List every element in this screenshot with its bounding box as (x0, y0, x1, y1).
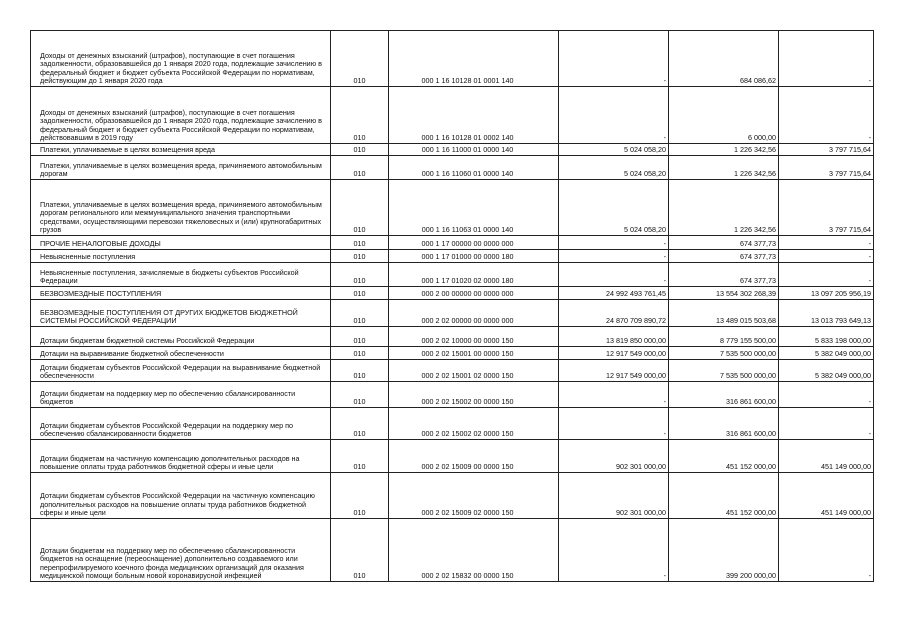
row-income-code: 000 2 02 15001 00 0000 150 (389, 347, 559, 360)
row-name: Невыясненные поступления (31, 250, 331, 263)
row-unexecuted: 3 797 715,64 (779, 144, 874, 156)
row-line-code: 010 (331, 440, 389, 473)
row-line-code: 010 (331, 236, 389, 250)
row-unexecuted: - (779, 408, 874, 440)
row-approved: 5 024 058,20 (559, 180, 669, 236)
row-executed: 674 377,73 (669, 236, 779, 250)
row-line-code: 010 (331, 360, 389, 382)
table-row (31, 360, 874, 382)
row-name: Дотации на выравнивание бюджетной обеспеченности (31, 347, 331, 360)
table-row (31, 144, 874, 156)
table-row (31, 519, 874, 582)
row-unexecuted: 3 797 715,64 (779, 180, 874, 236)
row-line-code: 010 (331, 473, 389, 519)
row-executed: 451 152 000,00 (669, 473, 779, 519)
row-name: БЕЗВОЗМЕЗДНЫЕ ПОСТУПЛЕНИЯ ОТ ДРУГИХ БЮДЖЕТОВ БЮДЖЕТНОЙ СИСТЕМЫ РОССИЙСКОЙ ФЕДЕРАЦИИ (31, 300, 331, 327)
row-approved: 5 024 058,20 (559, 156, 669, 180)
row-name: Доходы от денежных взысканий (штрафов), поступающие в счет погашения задолженности, образовавшейся до 1 января 2020 года, подлежащие зачислению в федеральный бюджет и бюджет субъекта Российской Федерации по нормативам, действовавшим в 2019 году (31, 87, 331, 144)
row-line-code: 010 (331, 31, 389, 87)
row-name: Невыясненные поступления, зачисляемые в бюджеты субъектов Российской Федерации (31, 263, 331, 287)
row-line-code: 010 (331, 287, 389, 300)
row-approved: - (559, 31, 669, 87)
row-line-code: 010 (331, 300, 389, 327)
row-name: Дотации бюджетам на поддержку мер по обеспечению сбалансированности бюджетов на оснащение (переоснащение) дополнительно создаваемого или перепрофилируемого коечного фонда медицинских организаций для оказания медицинской помощи больным новой коронавирусной инфекцией (31, 519, 331, 582)
row-unexecuted: 451 149 000,00 (779, 473, 874, 519)
row-name: ПРОЧИЕ НЕНАЛОГОВЫЕ ДОХОДЫ (31, 236, 331, 250)
row-income-code: 000 2 02 15002 02 0000 150 (389, 408, 559, 440)
row-income-code: 000 2 02 15001 02 0000 150 (389, 360, 559, 382)
row-line-code: 010 (331, 519, 389, 582)
row-executed: 674 377,73 (669, 250, 779, 263)
row-executed: 316 861 600,00 (669, 382, 779, 408)
table-body (31, 31, 874, 582)
row-unexecuted: 451 149 000,00 (779, 440, 874, 473)
table-row (31, 347, 874, 360)
budget-execution-table (30, 30, 874, 582)
table-row (31, 440, 874, 473)
row-name: Дотации бюджетам субъектов Российской Федерации на поддержку мер по обеспечению сбалансированности бюджетов (31, 408, 331, 440)
row-name: Дотации бюджетам субъектов Российской Федерации на частичную компенсацию дополнительных расходов на повышение оплаты труда работников бюджетной сферы и иные цели (31, 473, 331, 519)
row-executed: 7 535 500 000,00 (669, 347, 779, 360)
table-row (31, 87, 874, 144)
row-name: Платежи, уплачиваемые в целях возмещения вреда, причиняемого автомобильным дорогам регионального или межмуниципального значения транспортными средствами, осуществляющими перевозки тяжеловесных и (или) крупногабаритных грузов (31, 180, 331, 236)
row-unexecuted: - (779, 519, 874, 582)
table-row (31, 300, 874, 327)
row-unexecuted: 13 097 205 956,19 (779, 287, 874, 300)
row-approved: - (559, 236, 669, 250)
row-executed: 13 489 015 503,68 (669, 300, 779, 327)
row-unexecuted: 5 382 049 000,00 (779, 347, 874, 360)
row-approved: 902 301 000,00 (559, 440, 669, 473)
row-unexecuted: 13 013 793 649,13 (779, 300, 874, 327)
row-approved: - (559, 263, 669, 287)
row-income-code: 000 1 16 11000 01 0000 140 (389, 144, 559, 156)
table-row (31, 180, 874, 236)
row-unexecuted: 3 797 715,64 (779, 156, 874, 180)
row-approved: 24 870 709 890,72 (559, 300, 669, 327)
table-row (31, 156, 874, 180)
row-executed: 451 152 000,00 (669, 440, 779, 473)
row-name: Платежи, уплачиваемые в целях возмещения вреда, причиняемого автомобильным дорогам (31, 156, 331, 180)
row-name: БЕЗВОЗМЕЗДНЫЕ ПОСТУПЛЕНИЯ (31, 287, 331, 300)
table-row (31, 473, 874, 519)
row-line-code: 010 (331, 250, 389, 263)
row-line-code: 010 (331, 408, 389, 440)
row-income-code: 000 1 16 10128 01 0002 140 (389, 87, 559, 144)
row-unexecuted: - (779, 250, 874, 263)
row-executed: 6 000,00 (669, 87, 779, 144)
table-row (31, 287, 874, 300)
row-income-code: 000 1 17 01000 00 0000 180 (389, 250, 559, 263)
table-row (31, 382, 874, 408)
row-approved: 24 992 493 761,45 (559, 287, 669, 300)
row-line-code: 010 (331, 180, 389, 236)
row-income-code: 000 2 02 10000 00 0000 150 (389, 327, 559, 347)
row-income-code: 000 2 02 00000 00 0000 000 (389, 300, 559, 327)
row-approved: - (559, 87, 669, 144)
table-row (31, 236, 874, 250)
row-approved: 13 819 850 000,00 (559, 327, 669, 347)
row-name: Доходы от денежных взысканий (штрафов), поступающие в счет погашения задолженности, образовавшейся до 1 января 2020 года, подлежащие зачислению в федеральный бюджет и бюджет субъекта Российской Федерации по нормативам, действующим до 1 января 2020 года (31, 31, 331, 87)
row-executed: 399 200 000,00 (669, 519, 779, 582)
row-income-code: 000 2 02 15009 00 0000 150 (389, 440, 559, 473)
row-executed: 13 554 302 268,39 (669, 287, 779, 300)
table-row (31, 327, 874, 347)
table-row (31, 250, 874, 263)
row-executed: 7 535 500 000,00 (669, 360, 779, 382)
row-line-code: 010 (331, 347, 389, 360)
row-unexecuted: 5 382 049 000,00 (779, 360, 874, 382)
row-approved: 12 917 549 000,00 (559, 347, 669, 360)
row-unexecuted: - (779, 31, 874, 87)
row-name: Дотации бюджетам субъектов Российской Федерации на выравнивание бюджетной обеспеченности (31, 360, 331, 382)
row-unexecuted: - (779, 87, 874, 144)
row-income-code: 000 2 02 15009 02 0000 150 (389, 473, 559, 519)
row-line-code: 010 (331, 144, 389, 156)
row-executed: 684 086,62 (669, 31, 779, 87)
row-approved: - (559, 250, 669, 263)
row-income-code: 000 1 17 00000 00 0000 000 (389, 236, 559, 250)
row-approved: 5 024 058,20 (559, 144, 669, 156)
row-income-code: 000 1 16 11060 01 0000 140 (389, 156, 559, 180)
row-unexecuted: 5 833 198 000,00 (779, 327, 874, 347)
row-line-code: 010 (331, 263, 389, 287)
row-income-code: 000 2 00 00000 00 0000 000 (389, 287, 559, 300)
row-income-code: 000 1 16 10128 01 0001 140 (389, 31, 559, 87)
row-approved: - (559, 519, 669, 582)
table-row (31, 408, 874, 440)
row-line-code: 010 (331, 382, 389, 408)
row-executed: 1 226 342,56 (669, 180, 779, 236)
row-approved: 902 301 000,00 (559, 473, 669, 519)
row-income-code: 000 2 02 15002 00 0000 150 (389, 382, 559, 408)
row-unexecuted: - (779, 263, 874, 287)
row-name: Платежи, уплачиваемые в целях возмещения вреда (31, 144, 331, 156)
row-income-code: 000 2 02 15832 00 0000 150 (389, 519, 559, 582)
row-income-code: 000 1 17 01020 02 0000 180 (389, 263, 559, 287)
table-row (31, 263, 874, 287)
row-income-code: 000 1 16 11063 01 0000 140 (389, 180, 559, 236)
row-executed: 1 226 342,56 (669, 156, 779, 180)
row-line-code: 010 (331, 327, 389, 347)
row-executed: 316 861 600,00 (669, 408, 779, 440)
row-line-code: 010 (331, 156, 389, 180)
row-name: Дотации бюджетам на частичную компенсацию дополнительных расходов на повышение оплаты труда работников бюджетной сферы и иные цели (31, 440, 331, 473)
row-executed: 8 779 155 500,00 (669, 327, 779, 347)
row-unexecuted: - (779, 236, 874, 250)
row-unexecuted: - (779, 382, 874, 408)
row-line-code: 010 (331, 87, 389, 144)
row-approved: - (559, 382, 669, 408)
row-executed: 1 226 342,56 (669, 144, 779, 156)
row-executed: 674 377,73 (669, 263, 779, 287)
table-row (31, 31, 874, 87)
row-name: Дотации бюджетам на поддержку мер по обеспечению сбалансированности бюджетов (31, 382, 331, 408)
row-approved: - (559, 408, 669, 440)
row-name: Дотации бюджетам бюджетной системы Российской Федерации (31, 327, 331, 347)
row-approved: 12 917 549 000,00 (559, 360, 669, 382)
